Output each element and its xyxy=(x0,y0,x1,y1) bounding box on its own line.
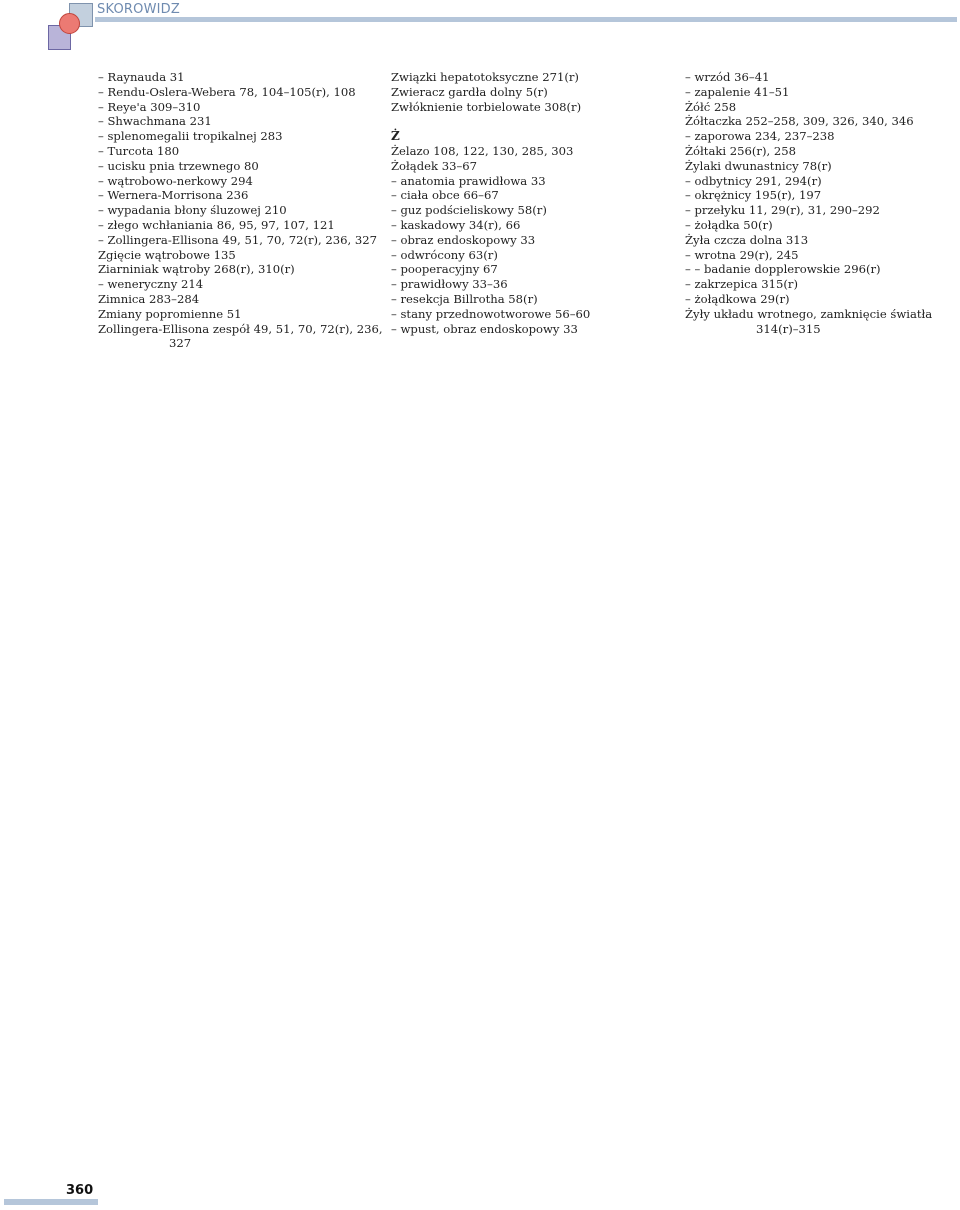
index-entry: Żelazo 108, 122, 130, 285, 303 xyxy=(391,143,574,158)
index-entry: – guz podścieliskowy 58(r) xyxy=(391,203,547,218)
index-entry: – żołądkowa 29(r) xyxy=(685,291,790,306)
index-entry: – ucisku pnia trzewnego 80 xyxy=(98,158,259,173)
index-entry: – Turcota 180 xyxy=(98,143,180,158)
footer-rule xyxy=(4,1199,98,1205)
index-entry: – ciała obce 66–67 xyxy=(391,188,499,203)
index-entry: – Wernera-Morrisona 236 xyxy=(98,188,249,203)
index-entry: – Zollingera-Ellisona 49, 51, 70, 72(r), 236, 327 xyxy=(98,232,378,247)
index-entry: Żółć 258 xyxy=(685,99,737,114)
index-entry: Związki hepatotoksyczne 271(r) xyxy=(391,70,579,84)
index-entry: – zaporowa 234, 237–238 xyxy=(685,129,835,144)
index-entry: Żyła czcza dolna 313 xyxy=(685,232,809,247)
continuation-text: 314(r)–315 xyxy=(756,321,821,336)
index-entry: – przełyku 11, 29(r), 31, 290–292 xyxy=(685,203,880,218)
index-entry: – odwrócony 63(r) xyxy=(391,247,498,262)
index-column-2 xyxy=(391,70,666,336)
index-entry: – obraz endoskopowy 33 xyxy=(391,232,536,247)
index-entry: – zapalenie 41–51 xyxy=(685,84,790,99)
index-entry: – – badanie dopplerowskie 296(r) xyxy=(685,262,881,277)
index-entry: Żylaki dwunastnicy 78(r) xyxy=(685,158,832,173)
index-entry: – prawidłowy 33–36 xyxy=(391,277,508,292)
index-entry: – kaskadowy 34(r), 66 xyxy=(391,217,521,232)
page-number: 360 xyxy=(66,1183,94,1198)
index-entry: – splenomegalii tropikalnej 283 xyxy=(98,129,283,144)
index-entry: Zmiany popromienne 51 xyxy=(98,306,242,321)
index-entry: Żołądek 33–67 xyxy=(391,158,478,173)
index-entry: – weneryczny 214 xyxy=(98,277,204,292)
index-entry: Zollingera-Ellisona zespół 49, 51, 70, 72(r), 236, xyxy=(98,321,383,336)
index-entry: – wrotna 29(r), 245 xyxy=(685,247,799,262)
index-entry: – wątrobowo-nerkowy 294 xyxy=(98,173,253,188)
index-entry: – anatomia prawidłowa 33 xyxy=(391,173,546,188)
index-entry: Żółtaczka 252–258, 309, 326, 340, 346 xyxy=(685,114,914,129)
index-entry: – okrężnicy 195(r), 197 xyxy=(685,188,822,203)
index-column-3 xyxy=(685,70,947,336)
index-entry: – Reye'a 309–310 xyxy=(98,99,201,114)
index-entry-continuation xyxy=(685,322,947,337)
index-entry: – Raynauda 31 xyxy=(98,70,185,84)
index-entry-continuation xyxy=(98,336,378,351)
index-entry: Ziarniniak wątroby 268(r), 310(r) xyxy=(98,262,295,277)
index-entry: Zimnica 283–284 xyxy=(98,291,200,306)
index-entry: – zakrzepica 315(r) xyxy=(685,277,798,292)
index-entry: Zgięcie wątrobowe 135 xyxy=(98,247,236,262)
index-entry: – stany przednowotworowe 56–60 xyxy=(391,306,591,321)
continuation-text: 327 xyxy=(169,336,192,351)
index-entry: – Rendu-Oslera-Webera 78, 104–105(r), 108 xyxy=(98,84,356,99)
index-entry: Żółtaki 256(r), 258 xyxy=(685,143,797,158)
index-entry: – żołądka 50(r) xyxy=(685,217,773,232)
header-title: SKOROWIDZ xyxy=(97,2,180,17)
index-entry: – pooperacyjny 67 xyxy=(391,262,498,277)
index-entry: – wpust, obraz endoskopowy 33 xyxy=(391,321,578,336)
index-entry: – Shwachmana 231 xyxy=(98,114,212,129)
index-entry: Zwłóknienie torbielowate 308(r) xyxy=(391,99,582,114)
index-entry: – wrzód 36–41 xyxy=(685,70,770,84)
section-letter: Ż xyxy=(391,129,400,144)
index-entry: Żyły układu wrotnego, zamknięcie światła xyxy=(685,306,933,321)
index-entry: – odbytnicy 291, 294(r) xyxy=(685,173,822,188)
logo-icon xyxy=(48,3,96,51)
header-rule xyxy=(95,17,957,22)
index-entry: – wypadania błony śluzowej 210 xyxy=(98,203,287,218)
index-column-1 xyxy=(98,70,383,351)
index-entry: Zwieracz gardła dolny 5(r) xyxy=(391,84,548,99)
logo-circle xyxy=(59,13,80,34)
index-entry: – złego wchłaniania 86, 95, 97, 107, 121 xyxy=(98,217,335,232)
index-entry: – resekcja Billrotha 58(r) xyxy=(391,291,538,306)
